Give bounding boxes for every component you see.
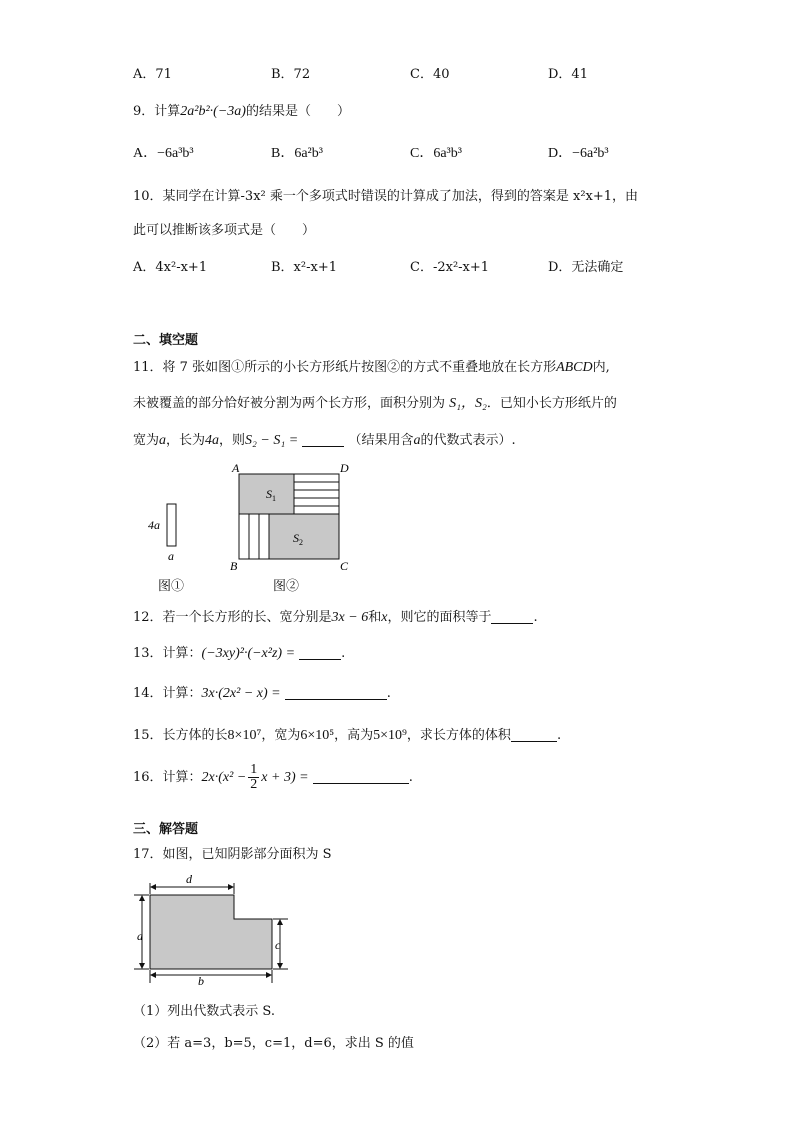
q14-answer-blank[interactable] — [285, 685, 387, 700]
q16-end: . — [408, 770, 413, 785]
corner-d-label: D — [340, 461, 349, 475]
q13-prefix: 13．计算： — [133, 646, 202, 661]
q16-expression-a: 2x·(x² − — [201, 770, 247, 785]
section-answer-title: 三、解答题 — [133, 822, 199, 837]
section-fill-in-title: 二、填空题 — [133, 333, 199, 348]
fig1-length-label: 4a — [148, 518, 160, 532]
q17-part2: （2）若 a=3，b=5，c=1，d=6，求出 S 的值 — [133, 1036, 414, 1051]
fig1-small-rect — [167, 504, 176, 546]
q14-expression: 3x·(2x² − x) = — [201, 686, 281, 701]
fig2-s2-region — [269, 514, 339, 559]
q11-line1-text: 11．将 7 张如图①所示的小长方形纸片按图②的方式不重叠地放在长方形 — [133, 360, 557, 375]
fig2-s1-label: $S_1$ — [266, 487, 276, 503]
q11-diff-expr: S₂ − S₁ = — [245, 433, 299, 448]
q11-line2 — [133, 395, 617, 413]
q17-figure — [130, 873, 295, 988]
corner-b-label: B — [230, 559, 238, 573]
q9-option-a: A．−6a³b³ — [133, 146, 194, 161]
q17-part1: （1）列出代数式表示 S. — [133, 1004, 275, 1019]
q16-expression-b: x + 3) = — [261, 770, 309, 785]
fig1-width-label: a — [168, 549, 174, 563]
q8-option-d: D．41 — [548, 67, 588, 82]
q11-answer-blank[interactable] — [302, 432, 344, 447]
q9-prefix: 9．计算 — [133, 104, 181, 119]
q13-answer-blank[interactable] — [299, 645, 341, 660]
fig1-caption: 图① — [158, 579, 185, 594]
q14-prefix: 14．计算： — [133, 686, 202, 701]
q12-and: 和 — [368, 610, 382, 625]
q16-stem — [133, 760, 413, 796]
q17-shaded-region — [150, 895, 272, 969]
q15-length: 8×10⁷ — [227, 728, 262, 743]
corner-c-label: C — [340, 559, 349, 573]
q11-line2-end: ．已知小长方形纸片的 — [486, 396, 617, 411]
q11-4a: 4a — [205, 433, 220, 448]
fig2-vertical-strips — [249, 514, 269, 559]
q15-width: 6×10⁵ — [300, 728, 335, 743]
q9-option-d: D．−6a²b³ — [548, 146, 609, 161]
q10-line2: 此可以推断该多项式是（ ） — [133, 223, 316, 238]
q11-line1-end: 内, — [592, 360, 610, 375]
q15-stem — [133, 727, 561, 745]
q15-prefix: 15．长方体的长 — [133, 728, 228, 743]
q11-note-b: 的代数式表示）. — [420, 433, 516, 448]
q9-expression: 2a²b²·(−3a) — [180, 104, 246, 119]
q16-fraction — [248, 763, 259, 792]
q8-option-c: C．40 — [410, 67, 450, 82]
fig2-caption: 图② — [273, 579, 300, 594]
corner-a-label: A — [232, 461, 240, 475]
q15-answer-blank[interactable] — [511, 727, 557, 742]
q15-suffix: ，求长方体的体积 — [406, 728, 511, 743]
q11-then: ，则 — [219, 433, 246, 448]
q8-option-b: B．72 — [271, 67, 311, 82]
q11-length-text: ，长为 — [166, 433, 206, 448]
q17-label-d: d — [186, 873, 192, 886]
q11-line1 — [133, 359, 610, 377]
q11-line3 — [133, 432, 516, 450]
q12-answer-blank[interactable] — [491, 609, 533, 624]
q8-options — [0, 66, 794, 84]
q13-stem — [133, 645, 345, 663]
q12-length-expr: 3x − 6 — [331, 610, 369, 625]
q10-options — [0, 259, 794, 277]
q10-option-a: A．4x²-x+1 — [133, 260, 208, 275]
q12-prefix: 12．若一个长方形的长、宽分别是 — [133, 610, 332, 625]
q12-width-expr: x — [381, 610, 388, 625]
q10-option-d: D．无法确定 — [548, 260, 624, 275]
q9-option-b: B．6a²b³ — [271, 146, 323, 161]
q16-answer-blank[interactable] — [313, 769, 409, 784]
q16-frac-den: 2 — [250, 777, 258, 792]
q11-note-var: a — [413, 433, 421, 448]
q17-label-a: a — [137, 929, 143, 943]
q9-stem — [133, 103, 350, 121]
q9-suffix: 的结果是（ ） — [245, 104, 350, 119]
q9-options — [0, 145, 794, 163]
q10-line1: 10．某同学在计算-3x² 乘一个多项式时错误的计算成了加法，得到的答案是 x²x+1，由 — [133, 189, 639, 204]
q15-width-text: ，宽为 — [261, 728, 301, 743]
q13-end: . — [341, 646, 346, 661]
q16-frac-num: 1 — [250, 762, 258, 777]
q11-a: a — [159, 433, 167, 448]
q11-s1-s2: S₁，S₂ — [449, 396, 487, 411]
q16-prefix: 16．计算： — [133, 770, 202, 785]
q14-stem — [133, 685, 391, 703]
q8-option-a: A．71 — [133, 67, 172, 82]
q17-stem: 17．如图，已知阴影部分面积为 S — [133, 847, 332, 862]
q15-height-text: ，高为 — [334, 728, 374, 743]
q15-end: . — [556, 728, 562, 743]
q12-suffix: ，则它的面积等于 — [387, 610, 492, 625]
q17-label-b: b — [198, 974, 204, 988]
q12-stem — [133, 609, 538, 627]
q11-line2-text: 未被覆盖的部分恰好被分割为两个长方形，面积分别为 — [133, 396, 446, 411]
q11-abcd: ABCD — [556, 360, 593, 375]
q14-end: . — [386, 686, 391, 701]
q12-end: . — [533, 610, 538, 625]
fig2-s2-label: $S_2$ — [293, 531, 303, 547]
q15-height: 5×10⁹ — [373, 728, 407, 743]
q11-note-a: （结果用含 — [348, 433, 414, 448]
q9-option-c: C．6a³b³ — [410, 146, 462, 161]
q13-expression: (−3xy)²·(−x²z) = — [201, 646, 296, 661]
q10-option-b: B．x²-x+1 — [271, 260, 337, 275]
q11-width-text: 宽为 — [133, 433, 160, 448]
q10-option-c: C．-2x²-x+1 — [410, 260, 490, 275]
q17-label-c: c — [275, 938, 281, 952]
